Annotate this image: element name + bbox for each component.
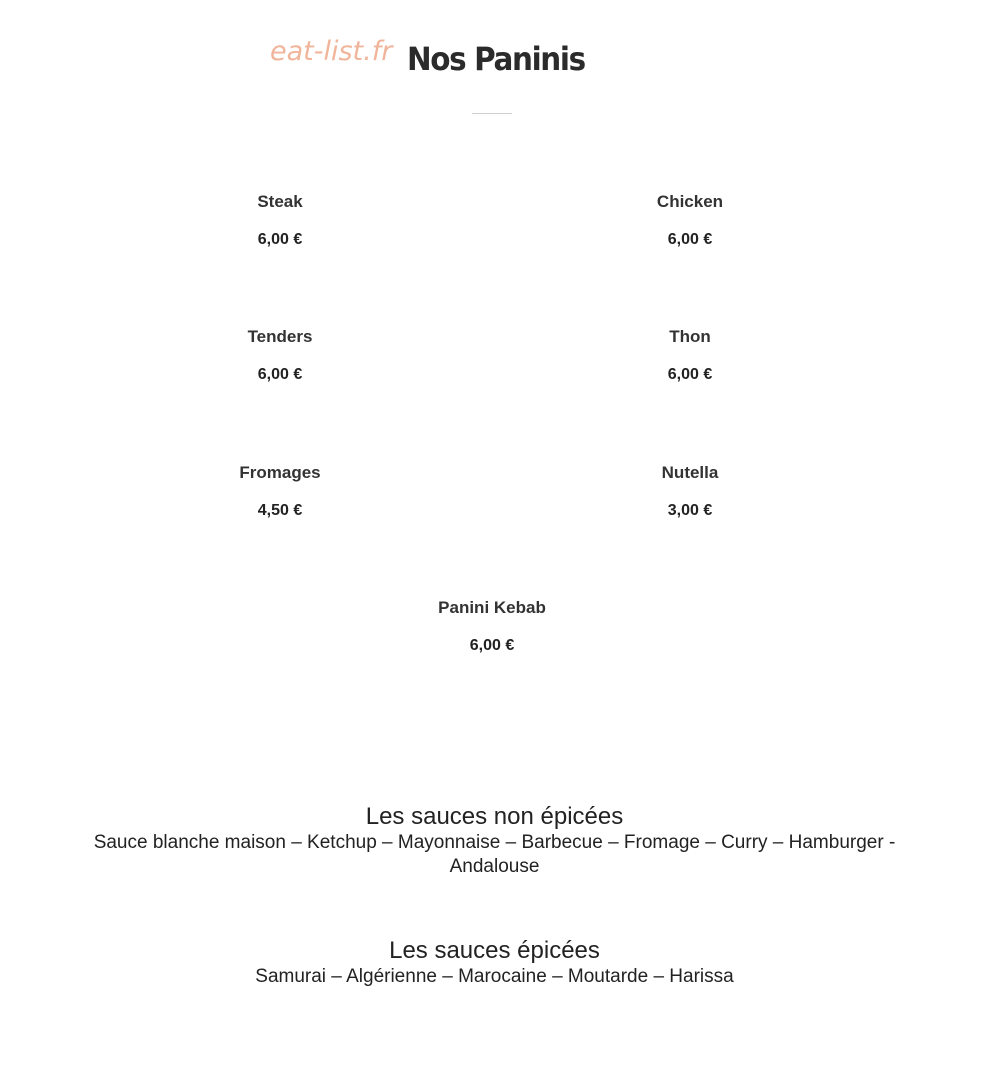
menu-item-tenders: [160, 326, 400, 385]
menu-item-panini-kebab: [372, 597, 612, 656]
mild-sauces-title: Les sauces non épicées: [365, 803, 624, 830]
watermark-logo: eat-list.fr: [270, 36, 393, 67]
item-price: 6,00 €: [257, 231, 303, 248]
spicy-sauces-title: Les sauces épicées: [389, 937, 600, 964]
item-name: Nutella: [661, 463, 719, 482]
title-divider: [472, 113, 512, 114]
menu-item-nutella: [570, 462, 810, 521]
page-title: Nos Paninis: [407, 40, 585, 78]
item-name: Chicken: [656, 192, 724, 211]
menu-item-steak: [160, 191, 400, 250]
spicy-sauces-section: [40, 937, 949, 989]
item-price: 6,00 €: [469, 637, 515, 654]
item-price: 6,00 €: [257, 366, 303, 383]
item-name: Panini Kebab: [438, 598, 546, 617]
item-name: Tenders: [247, 327, 313, 346]
menu-item-thon: [570, 326, 810, 385]
item-name: Thon: [669, 327, 711, 346]
item-price: 3,00 €: [667, 502, 713, 519]
mild-sauces-list: Sauce blanche maison – Ketchup – Mayonnaise – Barbecue – Fromage – Curry – Hamburger - Andalouse: [93, 832, 896, 877]
item-price: 4,50 €: [257, 502, 303, 519]
item-price: 6,00 €: [667, 366, 713, 383]
mild-sauces-section: [40, 803, 949, 879]
menu-item-chicken: [570, 191, 810, 250]
item-name: Steak: [257, 192, 303, 211]
spicy-sauces-list: Samurai – Algérienne – Marocaine – Moutarde – Harissa: [255, 966, 734, 987]
item-name: Fromages: [239, 463, 321, 482]
menu-item-fromages: [160, 462, 400, 521]
item-price: 6,00 €: [667, 231, 713, 248]
